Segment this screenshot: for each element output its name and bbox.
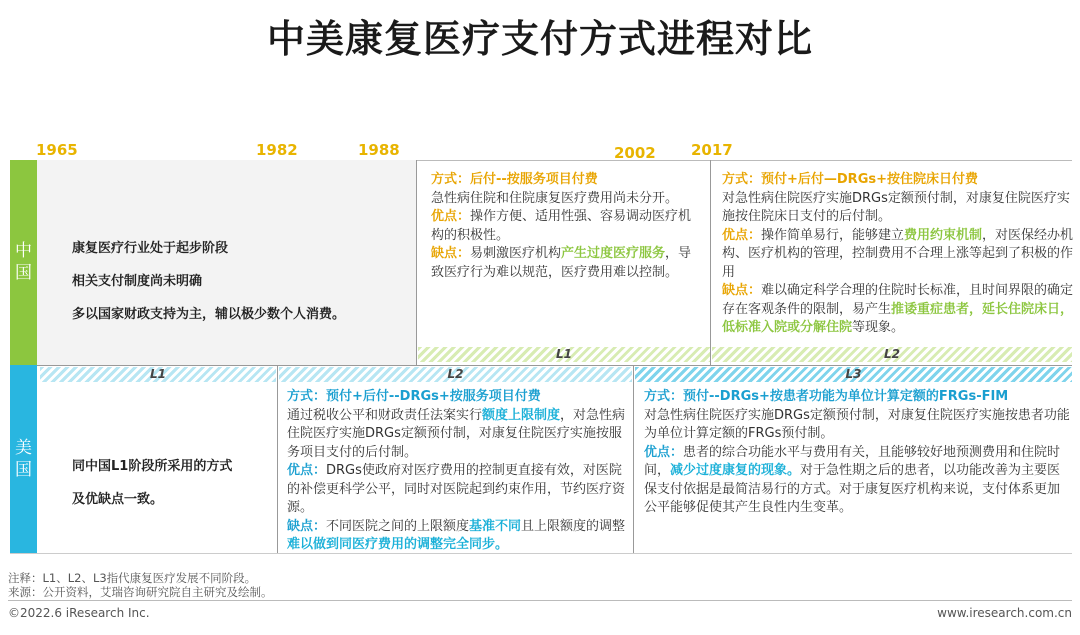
usa-l3-band: L3	[635, 367, 1072, 382]
footer-line	[8, 600, 1072, 601]
usa-row-label: 美 国	[10, 365, 37, 553]
divider-usa-l3	[633, 365, 634, 553]
divider-2017	[710, 160, 711, 365]
row-divider	[37, 365, 1072, 366]
website: www.iresearch.com.cn	[937, 606, 1072, 620]
china-early-text: 康复医疗行业处于起步阶段 相关支付制度尚未明确 多以国家财政支持为主，辅以极少数个人消费。	[72, 241, 346, 322]
source-text: 来源：公开资料，艾瑞咨询研究院自主研究及绘制。	[8, 585, 273, 599]
china-l1-content: 方式：后付--按服务项目付费 急性病住院和住院康复医疗费用尚未分开。 优点：操作方便、适用性强、容易调动医疗机构的积极性。 缺点：易刺激医疗机构产生过度医疗服务，导致医疗行为难以规范，医疗费用难以控制。	[431, 172, 692, 280]
year-2017: 2017	[691, 141, 733, 159]
usa-l1-band: L1	[40, 367, 276, 382]
year-2002: 2002	[614, 144, 656, 162]
divider-2002	[416, 160, 417, 365]
usa-l2-band: L2	[279, 367, 632, 382]
note-text: 注释：L1、L2、L3指代康复医疗发展不同阶段。	[8, 571, 257, 585]
usa-l3-content: 方式：预付--DRGs+按患者功能为单位计算定额的FRGs-FIM 对急性病住院医疗实施DRGs定额预付制，对康复住院医疗实施按患者功能为单位计算定额的FRGs预付制。 优点：患者的综合功能水平与费用有关，且能够较好地预测费用和住院时间，减少过度康复的现象。对于急性期之后的患者，以功能改善为主要医保支付依据是最简洁易行的方式。对于康复医疗机构来说，支付体系更加公平能够促使其产生良性内生变革。	[644, 389, 1070, 515]
year-1988: 1988	[358, 141, 400, 159]
page-title: 中美康复医疗支付方式进程对比	[266, 17, 813, 61]
china-l2-band: L2	[712, 347, 1072, 362]
china-l1-band: L1	[418, 347, 710, 362]
usa-l2-content: 方式：预付+后付--DRGs+按服务项目付费 通过税收公平和财政责任法案实行额度上限制度，对急性病住院医疗实施DRGs定额预付制，对康复住院医疗实施按服务项目支付的后付制。 优点：DRGs使政府对医疗费用的控制更直接有效，对医院的补偿更科学公平，同时对医院起到约束作用，节约医疗资源。 缺点：不同医院之间的上限额度基准不同且上限额度的调整难以做到同医疗费用的调整完全同步。	[287, 389, 626, 552]
china-l2-content: 方式：预付+后付—DRGs+按住院床日付费 对急性病住院医疗实施DRGs定额预付制，对康复住院医疗实施按住院床日支付的后付制。 优点：操作简单易行，能够建立费用约束机制，对医保经办机构、医疗机构的管理，控制费用不合理上涨等起到了积极的作用 缺点：难以确定科学合理的住院时长标准，且时间界限的确定存在客观条件的限制，易产生推诿重症患者，延长住院床日，低标准入院或分解住院等现象。	[722, 172, 1074, 335]
table-bottom-line	[10, 553, 1072, 554]
copyright: ©2022.6 iResearch Inc.	[8, 606, 150, 620]
year-1982: 1982	[256, 141, 298, 159]
divider-1982	[277, 365, 278, 553]
china-row-label: 中 国	[10, 160, 37, 365]
usa-l1-text: 同中国L1阶段所采用的方式 及优缺点一致。	[72, 459, 233, 507]
year-1965: 1965	[36, 141, 78, 159]
